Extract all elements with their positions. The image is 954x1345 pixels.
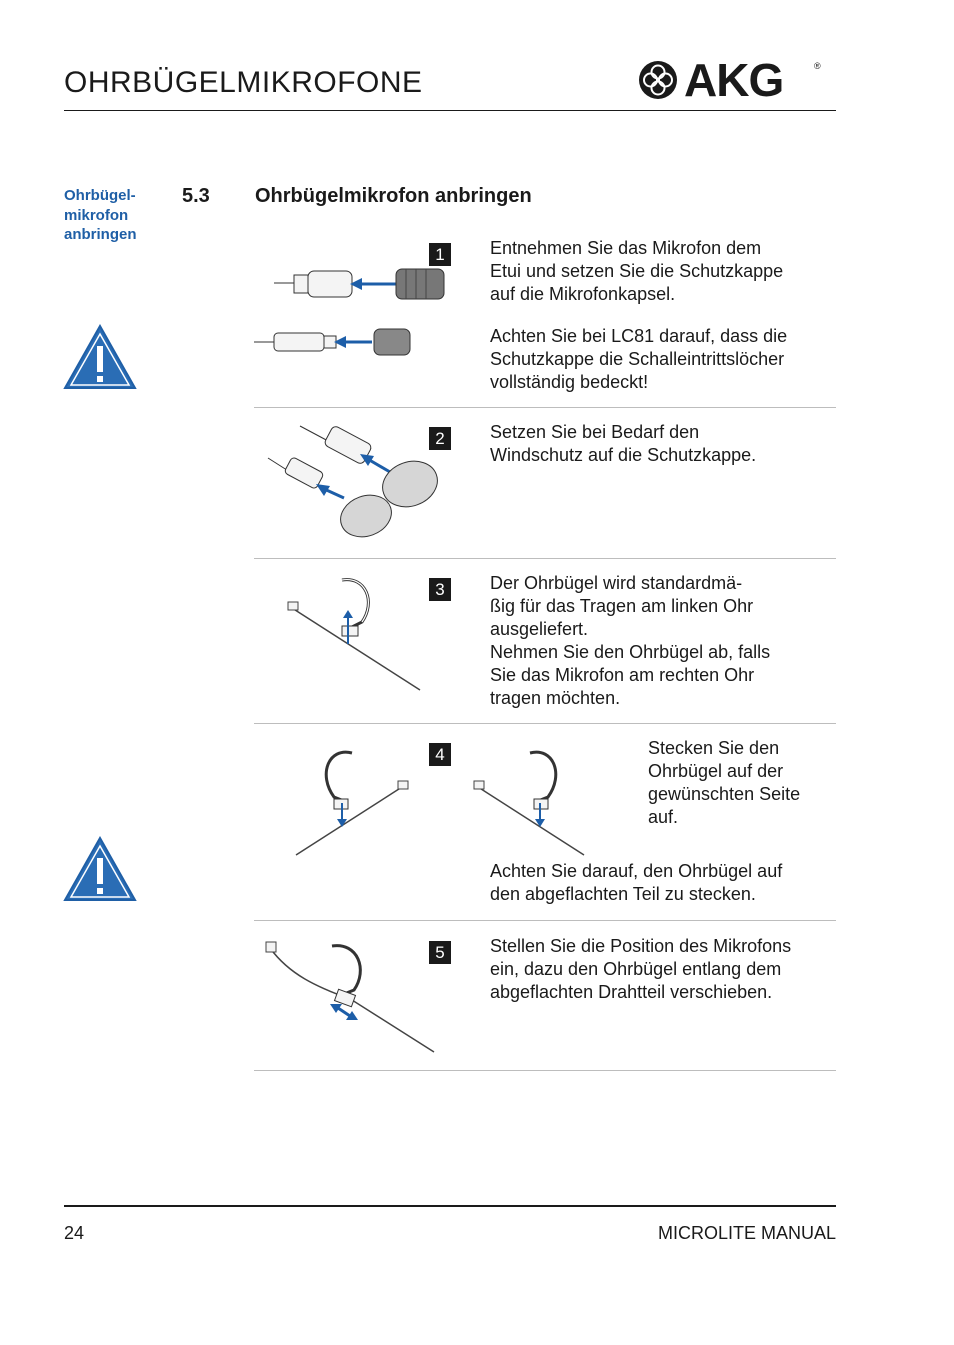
text-line: Schutzkappe die Schalleintrittslöcher <box>490 349 785 369</box>
step-number-badge: 2 <box>429 427 451 450</box>
warning-triangle-icon <box>63 324 137 390</box>
text-line: Setzen Sie bei Bedarf den <box>490 422 700 442</box>
text-line: Achten Sie darauf, den Ohrbügel auf <box>490 861 783 881</box>
step-1-note <box>490 325 787 394</box>
margin-note-line: mikrofon <box>64 206 129 224</box>
text-line: den abgeflachten Teil zu stecken. <box>490 884 756 904</box>
step3-earhook-remove-illustration <box>280 572 430 697</box>
text-line: abgeflachten Drahtteil verschieben. <box>490 982 773 1002</box>
footer-divider <box>64 1205 836 1207</box>
margin-note-line: anbringen <box>64 226 137 243</box>
step-4-note <box>490 860 782 906</box>
page-number: 24 <box>64 1223 85 1243</box>
step5-position-adjust-illustration <box>262 938 442 1058</box>
step-number-badge: 5 <box>429 941 451 964</box>
text-line: Achten Sie bei LC81 darauf, dass die <box>490 326 788 346</box>
step2-windscreen-illustration <box>260 420 450 545</box>
akg-logo-emblem-icon <box>638 60 678 100</box>
step-4-text <box>648 737 800 829</box>
step-divider <box>254 1070 836 1071</box>
text-line: vollständig bedeckt! <box>490 372 649 392</box>
text-line: Nehmen Sie den Ohrbügel ab, falls <box>490 642 771 662</box>
step-number-badge: 3 <box>429 578 451 601</box>
text-line: Entnehmen Sie das Mikrofon dem <box>490 238 762 258</box>
akg-logo-text: AKG <box>684 54 784 106</box>
step-1-text <box>490 237 783 306</box>
text-line: Ohrbügel auf der <box>648 761 784 781</box>
text-line: Stellen Sie die Position des Mikrofons <box>490 936 792 956</box>
margin-note-line: Ohrbügel- <box>64 187 136 204</box>
page-header-title: OHRBÜGELMIKROFONE <box>64 66 423 99</box>
manual-title: MICROLITE MANUAL <box>657 1223 836 1243</box>
step-5-text <box>490 935 791 1004</box>
text-line: ßig für das Tragen am linken Ohr <box>490 596 754 616</box>
text-line: gewünschten Seite <box>648 784 801 804</box>
text-line: auf die Mikrofonkapsel. <box>490 284 676 304</box>
warning-triangle-icon <box>63 836 137 902</box>
step4-earhook-right-illustration <box>470 745 600 860</box>
text-line: ein, dazu den Ohrbügel entlang dem <box>490 959 782 979</box>
text-line: ausgeliefert. <box>490 619 589 639</box>
text-line: Der Ohrbügel wird standardmä- <box>490 573 743 593</box>
step-3-text <box>490 572 770 710</box>
registered-mark: ® <box>814 61 821 71</box>
section-number: 5.3 <box>182 185 210 207</box>
step-number-badge: 1 <box>429 243 451 266</box>
section-title: Ohrbügelmikrofon anbringen <box>255 185 532 207</box>
step-2-text <box>490 421 756 467</box>
akg-logo <box>638 54 821 106</box>
text-line: Etui und setzen Sie die Schutzkappe <box>490 261 784 281</box>
step-divider <box>254 407 836 408</box>
header-divider <box>64 110 836 111</box>
margin-note <box>64 186 154 245</box>
step-number-badge: 4 <box>429 743 451 766</box>
text-line: Stecken Sie den <box>648 738 780 758</box>
step4-earhook-left-illustration <box>290 745 420 860</box>
step-divider <box>254 723 836 724</box>
step-divider <box>254 920 836 921</box>
text-line: Windschutz auf die Schutzkappe. <box>490 445 757 465</box>
text-line: Sie das Mikrofon am rechten Ohr <box>490 665 755 685</box>
step-divider <box>254 558 836 559</box>
text-line: tragen möchten. <box>490 688 621 708</box>
step1-protective-cap-illustration <box>254 255 464 365</box>
text-line: auf. <box>648 807 679 827</box>
